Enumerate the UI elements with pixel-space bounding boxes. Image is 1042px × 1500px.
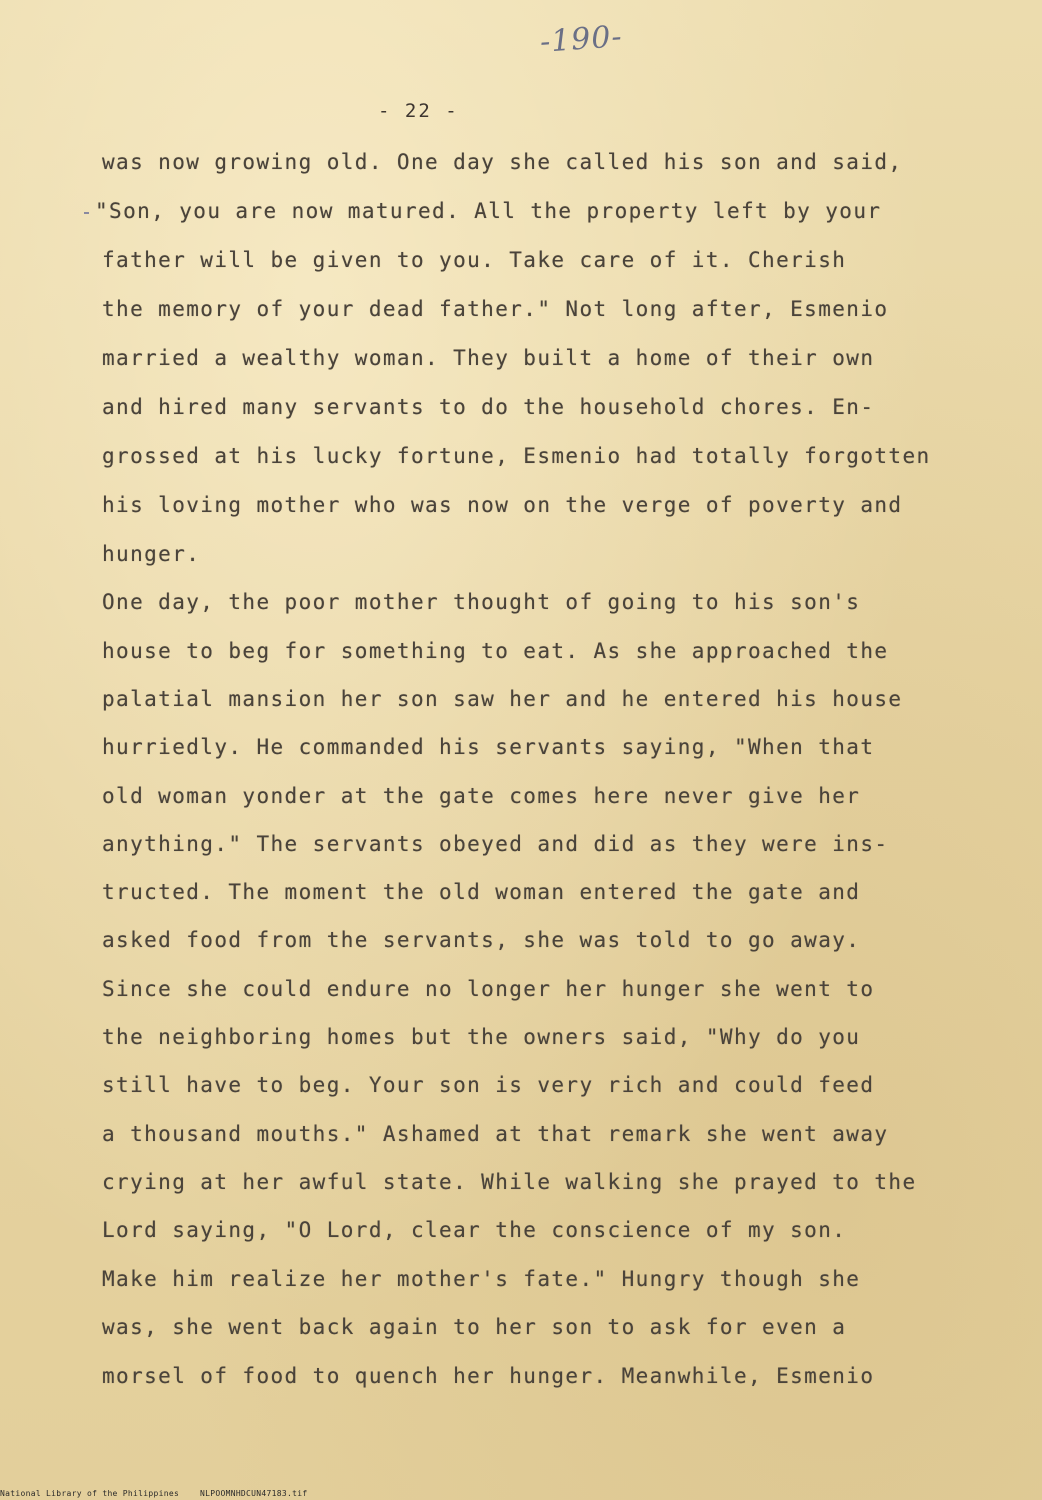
text-line: father will be given to you. Take care of it. Cherish xyxy=(102,248,847,272)
text-line: Lord saying, "O Lord, clear the conscience of my son. xyxy=(102,1218,847,1242)
text-line: was now growing old. One day she called his son and said, xyxy=(102,150,903,174)
text-line: hurriedly. He commanded his servants saying, "When that xyxy=(102,735,875,759)
text-line: old woman yonder at the gate comes here never give her xyxy=(102,784,861,808)
text-line: crying at her awful state. While walking she prayed to the xyxy=(102,1170,917,1194)
library-credit: National Library of the Philippines xyxy=(0,1489,180,1498)
text-line: the memory of your dead father." Not long after, Esmenio xyxy=(102,297,889,321)
text-line: married a wealthy woman. They built a home of their own xyxy=(102,346,875,370)
text-line: "Son, you are now matured. All the property left by your xyxy=(95,199,882,223)
text-line: was, she went back again to her son to ask for even a xyxy=(102,1315,847,1339)
text-line: the neighboring homes but the owners said, "Why do you xyxy=(102,1025,861,1049)
text-line: his loving mother who was now on the verge of poverty and xyxy=(102,493,903,517)
text-line: One day, the poor mother thought of going to his son's xyxy=(102,590,861,614)
scan-filename: NLPOOMNHDCUN47183.tif xyxy=(200,1489,308,1498)
text-line: and hired many servants to do the household chores. En- xyxy=(102,395,875,419)
text-line: house to beg for something to eat. As she approached the xyxy=(102,639,889,663)
text-line: tructed. The moment the old woman entered the gate and xyxy=(102,880,861,904)
text-line: Make him realize her mother's fate." Hungry though she xyxy=(102,1267,861,1291)
text-line: palatial mansion her son saw her and he entered his house xyxy=(102,687,903,711)
text-line: Since she could endure no longer her hunger she went to xyxy=(102,977,875,1001)
page-number: - 22 - xyxy=(378,100,459,122)
text-line: a thousand mouths." Ashamed at that remark she went away xyxy=(102,1122,889,1146)
text-line: morsel of food to quench her hunger. Meanwhile, Esmenio xyxy=(102,1364,875,1388)
text-line: anything." The servants obeyed and did as they were ins- xyxy=(102,832,889,856)
handwritten-page-number: -190- xyxy=(538,19,624,60)
text-line: still have to beg. Your son is very rich and could feed xyxy=(102,1073,875,1097)
text-line: asked food from the servants, she was told to go away. xyxy=(102,928,861,952)
text-line: hunger. xyxy=(102,542,201,566)
text-line: grossed at his lucky fortune, Esmenio had totally forgotten xyxy=(102,444,931,468)
